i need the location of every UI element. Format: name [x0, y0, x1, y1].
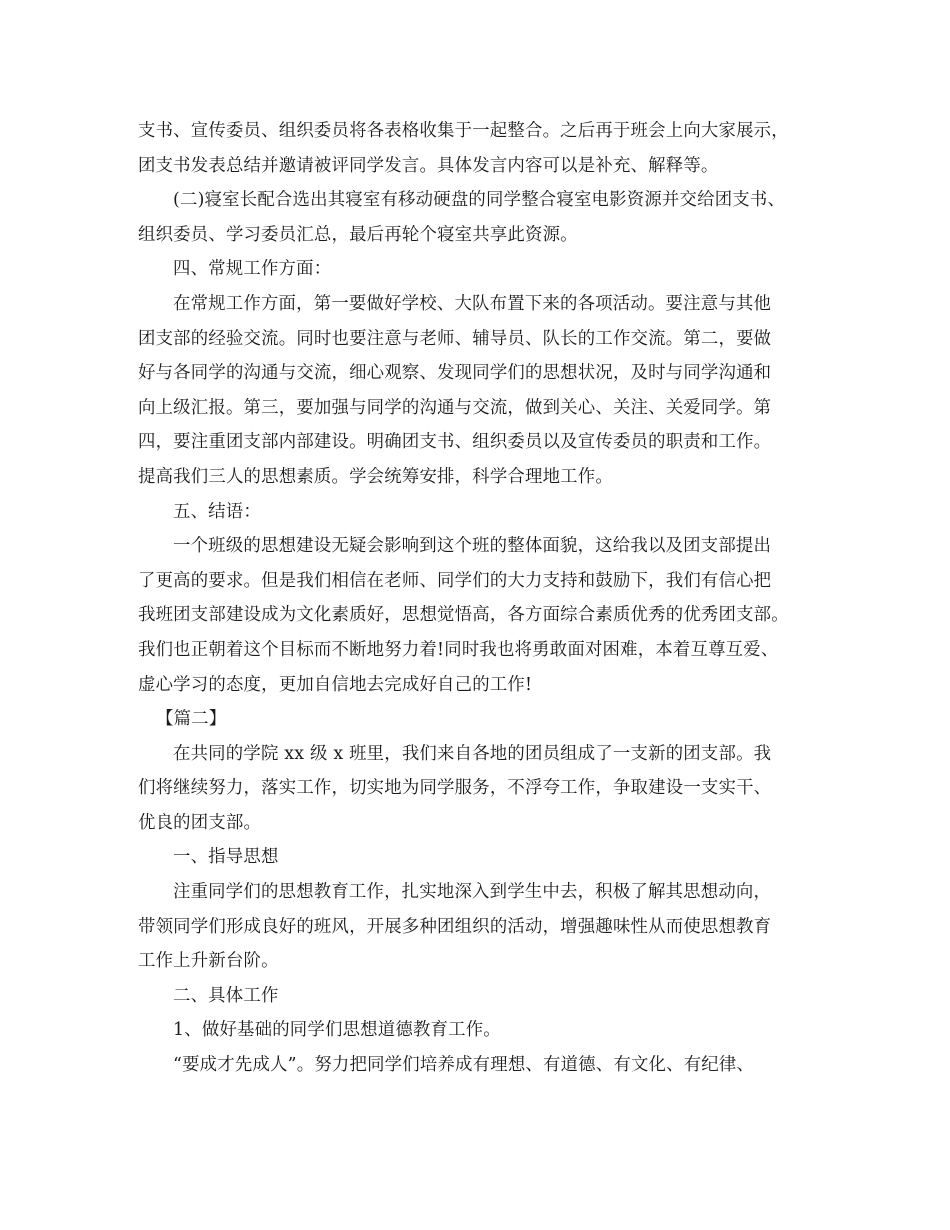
- section-heading: 五、结语：: [173, 501, 261, 522]
- text-line: 提高我们三人的思想素质。学会统筹安排，科学合理地工作。: [138, 466, 613, 487]
- text-line: 好与各同学的沟通与交流，细心观察、发现同学们的思想状况，及时与同学沟通和: [138, 363, 772, 384]
- section-heading: 四、常规工作方面：: [173, 259, 332, 280]
- text-line: “要成才先成人”。努力把同学们培养成有理想、有道德、有文化、有纪律、: [173, 1055, 755, 1076]
- text-line: 一个班级的思想建设无疑会影响到这个班的整体面貌，这给我以及团支部提出: [173, 536, 772, 557]
- text-line: 1、做好基础的同学们思想道德教育工作。: [173, 1020, 501, 1041]
- text-line: 向上级汇报。第三，要加强与同学的沟通与交流，做到关心、关注、关爱同学。第: [138, 397, 772, 418]
- text-line: 四，要注重团支部内部建设。明确团支书、组织委员以及宣传委员的职责和工作。: [138, 432, 772, 453]
- text-line: 在共同的学院 xx 级 x 班里，我们来自各地的团员组成了一支新的团支部。我: [173, 743, 772, 764]
- section-heading: 一、指导思想: [173, 847, 279, 868]
- text-line: 虚心学习的态度，更加自信地去完成好自己的工作!: [138, 674, 533, 695]
- section-heading: 二、具体工作: [173, 985, 279, 1006]
- text-line: 带领同学们形成良好的班风，开展多种团组织的活动，增强趣味性从而使思想教育: [138, 916, 772, 937]
- chapter-heading: 【篇二】: [156, 709, 227, 730]
- text-line: 优良的团支部。: [138, 812, 262, 833]
- text-line: 组织委员、学习委员汇总，最后再轮个寝室共享此资源。: [138, 224, 578, 245]
- text-line: 了更高的要求。但是我们相信在老师、同学们的大力支持和鼓励下，我们有信心把: [138, 570, 772, 591]
- text-line: 注重同学们的思想教育工作，扎实地深入到学生中去，积极了解其思想动向，: [173, 882, 772, 903]
- text-line: 们将继续努力，落实工作，切实地为同学服务，不浮夸工作，争取建设一支实干、: [138, 778, 772, 799]
- text-line: 我们也正朝着这个目标而不断地努力着!同时我也将勇敢面对困难，本着互尊互爱、: [138, 639, 779, 660]
- text-line: 支书、宣传委员、组织委员将各表格收集于一起整合。之后再于班会上向大家展示，: [138, 121, 789, 141]
- text-line: 我班团支部建设成为文化素质好，思想觉悟高，各方面综合素质优秀的优秀团支部。: [138, 605, 789, 626]
- text-line: 工作上升新台阶。: [138, 951, 279, 972]
- text-line: 团支部的经验交流。同时也要注意与老师、辅导员、队长的工作交流。第二，要做: [138, 328, 772, 349]
- text-line: (二)寝室长配合选出其寝室有移动硬盘的同学整合寝室电影资源并交给团支书、: [173, 190, 786, 211]
- text-line: 团支书发表总结并邀请被评同学发言。具体发言内容可以是补充、解释等。: [138, 155, 719, 176]
- text-line: 在常规工作方面，第一要做好学校、大队布置下来的各项活动。要注意与其他: [173, 293, 772, 314]
- document-body: [138, 114, 828, 1083]
